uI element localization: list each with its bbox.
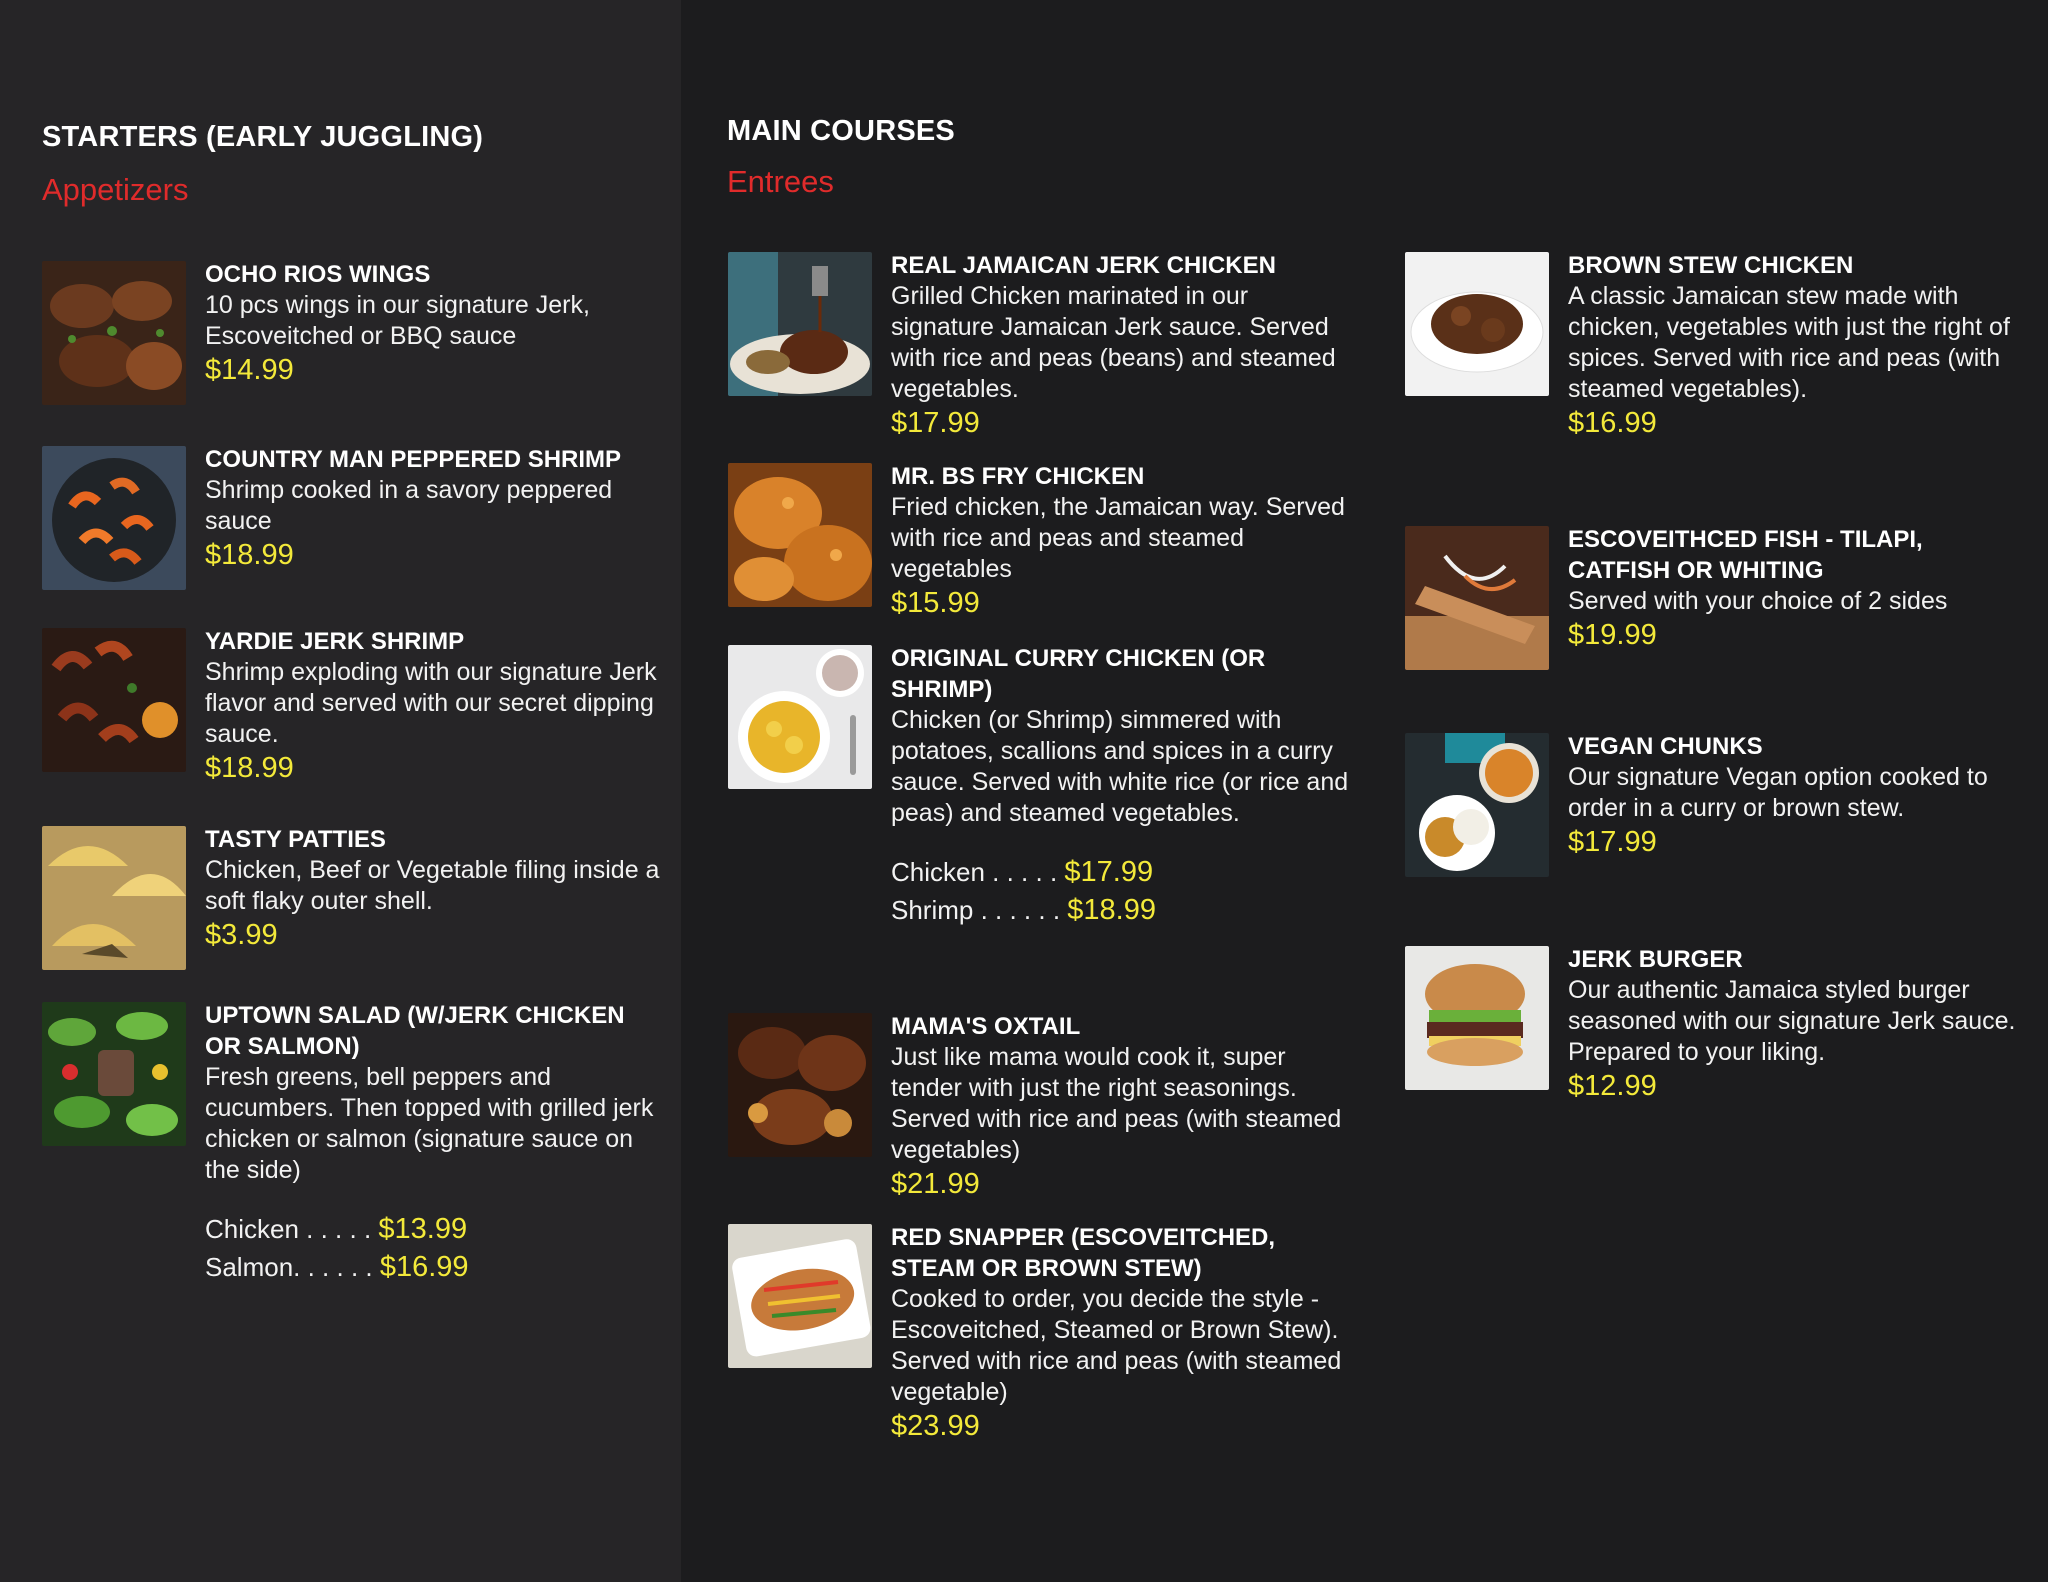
- item-name: TASTY PATTIES: [205, 826, 386, 853]
- item-price: $12.99: [1568, 1070, 1657, 1102]
- item-price: $17.99: [1568, 826, 1657, 858]
- item-price: $18.99: [205, 539, 294, 571]
- jerk-chicken-photo: [728, 252, 872, 396]
- option-price: $13.99: [378, 1213, 468, 1245]
- item-description: Cooked to order, you decide the style - Escoveitched, Steamed or Brown Stew). Served with rice and peas (with steamed vegetable): [891, 1285, 1342, 1406]
- item-description: Fried chicken, the Jamaican way. Served with rice and peas and steamed vegetables: [891, 493, 1345, 583]
- escoveitched-fish-photo: [1405, 526, 1549, 670]
- option-label: Shrimp . . . . . .: [891, 895, 1061, 925]
- item-description: Our signature Vegan option cooked to order in a curry or brown stew.: [1568, 763, 1988, 822]
- price-option: [205, 1210, 665, 1248]
- salad-photo: [42, 1002, 186, 1146]
- price-option: [891, 891, 1351, 929]
- item-name: REAL JAMAICAN JERK CHICKEN: [891, 252, 1276, 279]
- item-description: Chicken, Beef or Vegetable filing inside a soft flaky outer shell.: [205, 856, 660, 915]
- item-price: $19.99: [1568, 619, 1657, 651]
- item-name: ESCOVEITHCED FISH - TILAPI, CATFISH OR WHITING: [1568, 526, 1923, 584]
- option-price: $18.99: [1067, 894, 1156, 926]
- item-name: VEGAN CHUNKS: [1568, 733, 1763, 760]
- brown-stew-photo: [1405, 252, 1549, 396]
- starters-panel: [0, 0, 681, 1582]
- fried-chicken-photo: [728, 463, 872, 607]
- item-name: OCHO RIOS WINGS: [205, 261, 431, 288]
- item-name: MAMA'S OXTAIL: [891, 1013, 1081, 1040]
- jerk-shrimp-photo: [42, 628, 186, 772]
- item-price: $16.99: [1568, 407, 1657, 439]
- item-price: $23.99: [891, 1410, 980, 1442]
- price-option: [891, 853, 1351, 891]
- item-description: A classic Jamaican stew made with chicken, vegetables with just the right of spices. Served with rice and peas (with steamed vegetables).: [1568, 282, 2010, 403]
- item-name: BROWN STEW CHICKEN: [1568, 252, 1854, 279]
- item-name: COUNTRY MAN PEPPERED SHRIMP: [205, 446, 622, 473]
- peppered-shrimp-photo: [42, 446, 186, 590]
- item-name: MR. BS FRY CHICKEN: [891, 463, 1145, 490]
- item-description: Fresh greens, bell peppers and cucumbers. Then topped with grilled jerk chicken or salmon (signature sauce on the side): [205, 1063, 654, 1184]
- option-label: Chicken . . . . .: [205, 1214, 372, 1244]
- vegan-chunks-photo: [1405, 733, 1549, 877]
- item-description: Grilled Chicken marinated in our signature Jamaican Jerk sauce. Served with rice and peas (beans) and steamed vegetables.: [891, 282, 1336, 403]
- item-description: Just like mama would cook it, super tender with just the right seasonings. Served with rice and peas (with steamed vegetables): [891, 1043, 1342, 1164]
- price-options: [205, 1210, 665, 1286]
- option-price: $17.99: [1064, 856, 1154, 888]
- oxtail-photo: [728, 1013, 872, 1157]
- jerk-burger-photo: [1405, 946, 1549, 1090]
- red-snapper-photo: [728, 1224, 872, 1368]
- item-description: Our authentic Jamaica styled burger seasoned with our signature Jerk sauce. Prepared to your liking.: [1568, 976, 2016, 1066]
- item-description: Served with your choice of 2 sides: [1568, 587, 1948, 615]
- option-label: Salmon. . . . . .: [205, 1252, 373, 1282]
- curry-chicken-photo: [728, 645, 872, 789]
- item-description: Chicken (or Shrimp) simmered with potatoes, scallions and spices in a curry sauce. Served with white rice (or rice and peas) and steamed vegetables.: [891, 706, 1349, 827]
- item-price: $18.99: [205, 752, 294, 784]
- mains-title: MAIN COURSES: [727, 115, 955, 147]
- item-description: Shrimp cooked in a savory peppered sauce: [205, 476, 613, 535]
- item-price: $3.99: [205, 919, 278, 951]
- starters-title: STARTERS (EARLY JUGGLING): [42, 121, 484, 153]
- item-description: 10 pcs wings in our signature Jerk, Escoveitched or BBQ sauce: [205, 291, 590, 350]
- patties-photo: [42, 826, 186, 970]
- item-name: ORIGINAL CURRY CHICKEN (OR SHRIMP): [891, 645, 1266, 703]
- item-name: UPTOWN SALAD (W/JERK CHICKEN OR SALMON): [205, 1002, 625, 1060]
- item-name: JERK BURGER: [1568, 946, 1743, 973]
- item-price: $21.99: [891, 1168, 980, 1200]
- starters-subtitle: Appetizers: [42, 172, 189, 207]
- item-name: YARDIE JERK SHRIMP: [205, 628, 465, 655]
- item-price: $17.99: [891, 407, 980, 439]
- wings-photo: [42, 261, 186, 405]
- mains-subtitle: Entrees: [727, 164, 834, 199]
- item-name: RED SNAPPER (ESCOVEITCHED, STEAM OR BROWN STEW): [891, 1224, 1276, 1282]
- item-price: $14.99: [205, 354, 294, 386]
- option-price: $16.99: [379, 1251, 469, 1283]
- price-options: [891, 853, 1351, 929]
- item-description: Shrimp exploding with our signature Jerk flavor and served with our secret dipping sauce.: [205, 658, 657, 748]
- item-price: $15.99: [891, 587, 980, 619]
- option-label: Chicken . . . . .: [891, 857, 1058, 887]
- price-option: [205, 1248, 665, 1286]
